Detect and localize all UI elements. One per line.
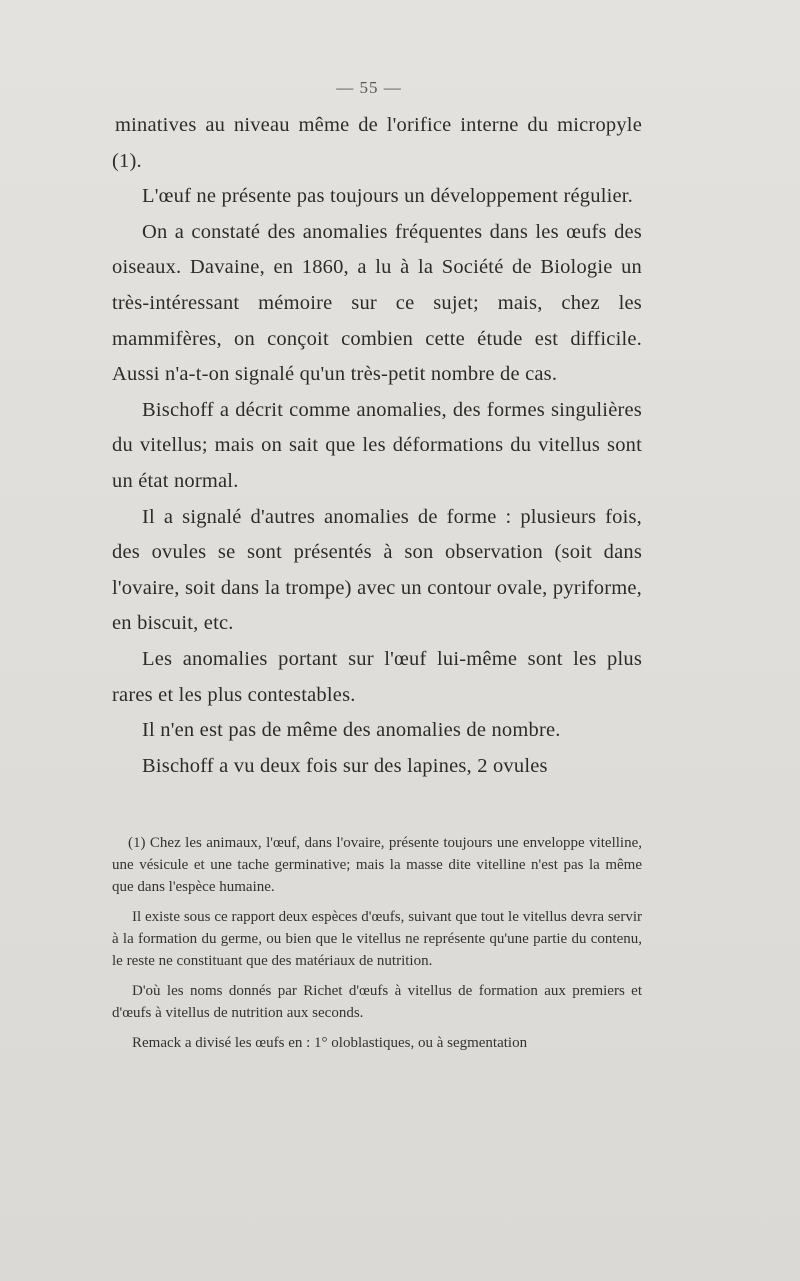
paragraph: On a constaté des anomalies fréquentes dans les œufs des oiseaux. Davaine, en 1860, a lu à la Société de Biologie un très-intéressant mémoire sur ce sujet; mais, chez les mammifères, on conçoit combien cette étude est difficile. Aussi n'a-t-on signalé qu'un très-petit nombre de cas. [112,220,642,386]
paragraph: L'œuf ne présente pas toujours un développement régulier. [142,185,634,208]
paragraph: Il n'en est pas de même des anomalies de nombre. [142,719,561,742]
body-text [112,108,642,784]
paragraph: Bischoff a décrit comme anomalies, des formes singulières du vitellus; mais on sait que les déformations du vitellus sont un état normal. [112,398,642,492]
footnotes [112,832,642,1062]
footnote: D'où les noms donnés par Richet d'œufs à vitellus de formation aux premiers et d'œufs à vitellus de nutrition aux seconds. [112,983,642,1021]
footnote: (1) Chez les animaux, l'œuf, dans l'ovaire, présente toujours une enveloppe vitelline, une vésicule et une tache germinative; mais la masse dite vitelline n'est pas la même que dans l'espèce humaine. [112,835,642,895]
page-number: — 55 — [336,78,402,97]
footnote: Remack a divisé les œufs en : 1° oloblastiques, ou à segmentation [132,1035,528,1051]
paragraph: Il a signalé d'autres anomalies de forme : plusieurs fois, des ovules se sont présentés à son observation (soit dans l'ovaire, soit dans la trompe) avec un contour ovale, pyriforme, en biscuit, etc. [112,505,642,635]
paragraph: minatives au niveau même de l'orifice interne du micropyle (1). [112,114,642,172]
paragraph: Bischoff a vu deux fois sur des lapines, 2 ovules [142,754,548,777]
paragraph: Les anomalies portant sur l'œuf lui-même sont les plus rares et les plus contestables. [112,647,642,706]
footnote: Il existe sous ce rapport deux espèces d'œufs, suivant que tout le vitellus devra servir à la formation du germe, ou bien que le vitellus ne représente qu'une partie du contenu, le reste ne constituant que des matériaux de nutrition. [112,909,642,969]
